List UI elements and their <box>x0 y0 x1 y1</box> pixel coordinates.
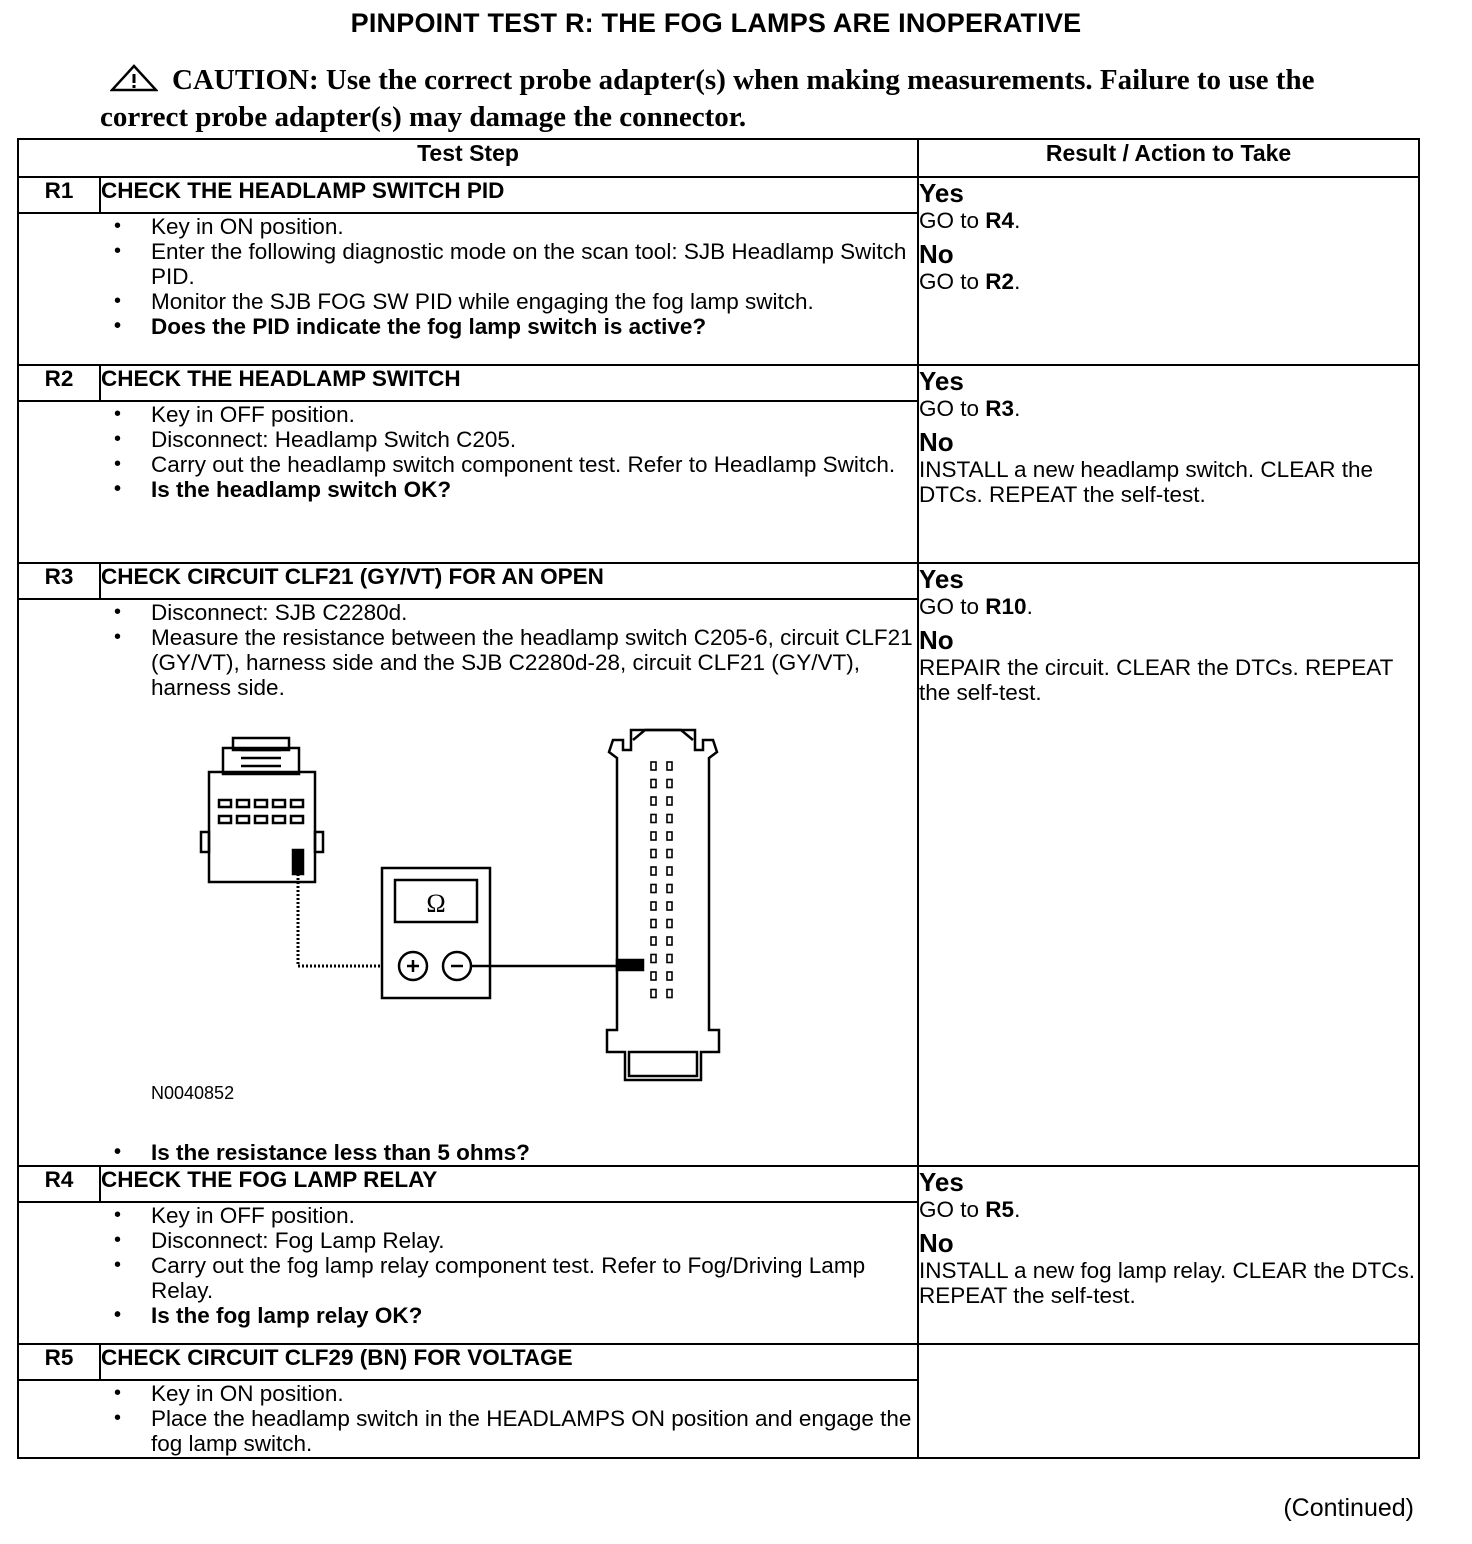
sjb-connector <box>607 730 719 1080</box>
connector-pin <box>651 850 656 858</box>
step-body <box>18 401 918 563</box>
list-item: • Place the headlamp switch in the HEADLAMPS ON position and engage the fog lamp switch. <box>19 1406 917 1456</box>
ohmmeter <box>382 868 490 998</box>
connector-pin <box>651 902 656 910</box>
step-body <box>18 599 918 1166</box>
headlamp-switch-connector <box>201 738 323 882</box>
table-row <box>18 177 1419 213</box>
step-result <box>918 177 1419 365</box>
step-id: R3 <box>18 563 100 599</box>
connector-pin <box>667 867 672 875</box>
list-item: • Disconnect: Fog Lamp Relay. <box>19 1228 917 1253</box>
list-item: • Key in ON position. <box>19 214 917 239</box>
result-yes-target: R4 <box>985 208 1015 233</box>
list-item: • Monitor the SJB FOG SW PID while engaging the fog lamp switch. <box>19 289 917 314</box>
connector-pin <box>667 780 672 788</box>
connector-pin <box>667 762 672 770</box>
connector-pin <box>667 815 672 823</box>
table-row <box>18 563 1419 599</box>
result-no-label: No <box>919 625 954 655</box>
result-no-label: No <box>919 427 954 457</box>
list-item: • Carry out the headlamp switch component test. Refer to Headlamp Switch. <box>19 452 917 477</box>
step-body <box>18 1380 918 1458</box>
connector-pin <box>651 815 656 823</box>
connector-pin <box>667 832 672 840</box>
result-yes-text <box>919 594 1418 619</box>
result-no-label: No <box>919 239 954 269</box>
step-id: R4 <box>18 1166 100 1202</box>
caution-label: CAUTION: <box>172 64 319 96</box>
connector-pin <box>667 972 672 980</box>
result-yes-prefix: GO to <box>919 1197 986 1222</box>
list-item: • Measure the resistance between the headlamp switch C205-6, circuit CLF21 (GY/VT), harness side and the SJB C2280d-28, circuit CLF21 (GY/VT), harness side. <box>19 625 917 700</box>
connector-pin <box>651 972 656 980</box>
result-yes-suffix: . <box>1014 1197 1021 1222</box>
connector-pin <box>651 920 656 928</box>
step-id: R5 <box>18 1344 100 1380</box>
figure-code: N0040852 <box>151 1083 235 1103</box>
connector-pin <box>667 937 672 945</box>
step-heading: CHECK THE FOG LAMP RELAY <box>100 1166 918 1202</box>
table-row <box>18 1166 1419 1202</box>
connector-pin <box>667 990 672 998</box>
step-result <box>918 563 1419 1166</box>
result-no-prefix: GO to <box>919 269 986 294</box>
step-result <box>918 1166 1419 1344</box>
result-yes-label: Yes <box>919 564 964 594</box>
connector-pin <box>651 832 656 840</box>
result-no-text: INSTALL a new fog lamp relay. CLEAR the DTCs. REPEAT the self-test. <box>919 1258 1416 1308</box>
caution-text: Use the correct probe adapter(s) when making measurements. Failure to use the correct probe adapter(s) may damage the connector. <box>100 64 1315 133</box>
test-step-table <box>17 138 1420 1459</box>
result-yes-label: Yes <box>919 1167 964 1197</box>
result-no-text: INSTALL a new headlamp switch. CLEAR the DTCs. REPEAT the self-test. <box>919 457 1373 507</box>
result-yes-prefix: GO to <box>919 594 986 619</box>
connector-pin <box>667 850 672 858</box>
result-yes-label: Yes <box>919 178 964 208</box>
step-id: R1 <box>18 177 100 213</box>
connector-pin <box>651 990 656 998</box>
page-title: PINPOINT TEST R: THE FOG LAMPS ARE INOPERATIVE <box>350 8 1082 38</box>
step-id: R2 <box>18 365 100 401</box>
caution-note <box>100 64 1340 133</box>
table-row <box>18 1344 1419 1380</box>
result-yes-text <box>919 396 1418 421</box>
connector-pin <box>651 780 656 788</box>
list-item: • Key in ON position. <box>19 1381 917 1406</box>
result-no-target: R2 <box>985 269 1015 294</box>
result-yes-target: R5 <box>985 1197 1015 1222</box>
connector-pin <box>651 885 656 893</box>
list-item: • Disconnect: SJB C2280d. <box>19 600 917 625</box>
connector-pin <box>651 762 656 770</box>
connector-pin <box>651 955 656 963</box>
result-yes-prefix: GO to <box>919 208 986 233</box>
result-yes-label: Yes <box>919 366 964 396</box>
table-row <box>18 365 1419 401</box>
result-yes-suffix: . <box>1014 208 1021 233</box>
connector-pin <box>651 867 656 875</box>
ohm-symbol: Ω <box>426 889 446 918</box>
result-yes-target: R3 <box>985 396 1015 421</box>
result-yes-target: R10 <box>985 594 1027 619</box>
connector-pin <box>667 955 672 963</box>
step-heading: CHECK CIRCUIT CLF29 (BN) FOR VOLTAGE <box>100 1344 918 1380</box>
result-no-text: REPAIR the circuit. CLEAR the DTCs. REPEAT the self-test. <box>919 655 1393 705</box>
connector-pin <box>667 902 672 910</box>
connector-pin <box>667 920 672 928</box>
result-yes-text <box>919 1197 1418 1222</box>
connector-pin <box>651 797 656 805</box>
result-yes-suffix: . <box>1014 396 1021 421</box>
connector-pin <box>667 885 672 893</box>
continued-note: (Continued) <box>1283 1494 1414 1522</box>
result-no-label: No <box>919 1228 954 1258</box>
list-item: • Is the fog lamp relay OK? <box>19 1303 917 1328</box>
step-body <box>18 1202 918 1344</box>
result-no-suffix: . <box>1014 269 1021 294</box>
list-item: • Does the PID indicate the fog lamp switch is active? <box>19 314 917 339</box>
step-body <box>18 213 918 365</box>
warning-triangle-icon <box>110 64 158 101</box>
connector-pin <box>651 937 656 945</box>
connector-diagram <box>19 700 899 1140</box>
column-header-result: Result / Action to Take <box>918 139 1419 177</box>
list-item: • Key in OFF position. <box>19 1203 917 1228</box>
result-yes-prefix: GO to <box>919 396 986 421</box>
list-item: • Disconnect: Headlamp Switch C205. <box>19 427 917 452</box>
list-item: • Is the resistance less than 5 ohms? <box>19 1140 917 1165</box>
connector-pin <box>667 797 672 805</box>
list-item: • Is the headlamp switch OK? <box>19 477 917 502</box>
step-heading: CHECK THE HEADLAMP SWITCH PID <box>100 177 918 213</box>
result-yes-suffix: . <box>1026 594 1033 619</box>
result-yes-text <box>919 208 1418 233</box>
step-heading: CHECK THE HEADLAMP SWITCH <box>100 365 918 401</box>
list-item: • Carry out the fog lamp relay component test. Refer to Fog/Driving Lamp Relay. <box>19 1253 917 1303</box>
resistance-measurement-figure <box>19 700 917 1140</box>
step-heading: CHECK CIRCUIT CLF21 (GY/VT) FOR AN OPEN <box>100 563 918 599</box>
column-header-test-step: Test Step <box>18 139 918 177</box>
list-item: • Enter the following diagnostic mode on the scan tool: SJB Headlamp Switch PID. <box>19 239 917 289</box>
step-result <box>918 1344 1419 1458</box>
step-result <box>918 365 1419 563</box>
list-item: • Key in OFF position. <box>19 402 917 427</box>
result-no-text <box>919 269 1418 294</box>
